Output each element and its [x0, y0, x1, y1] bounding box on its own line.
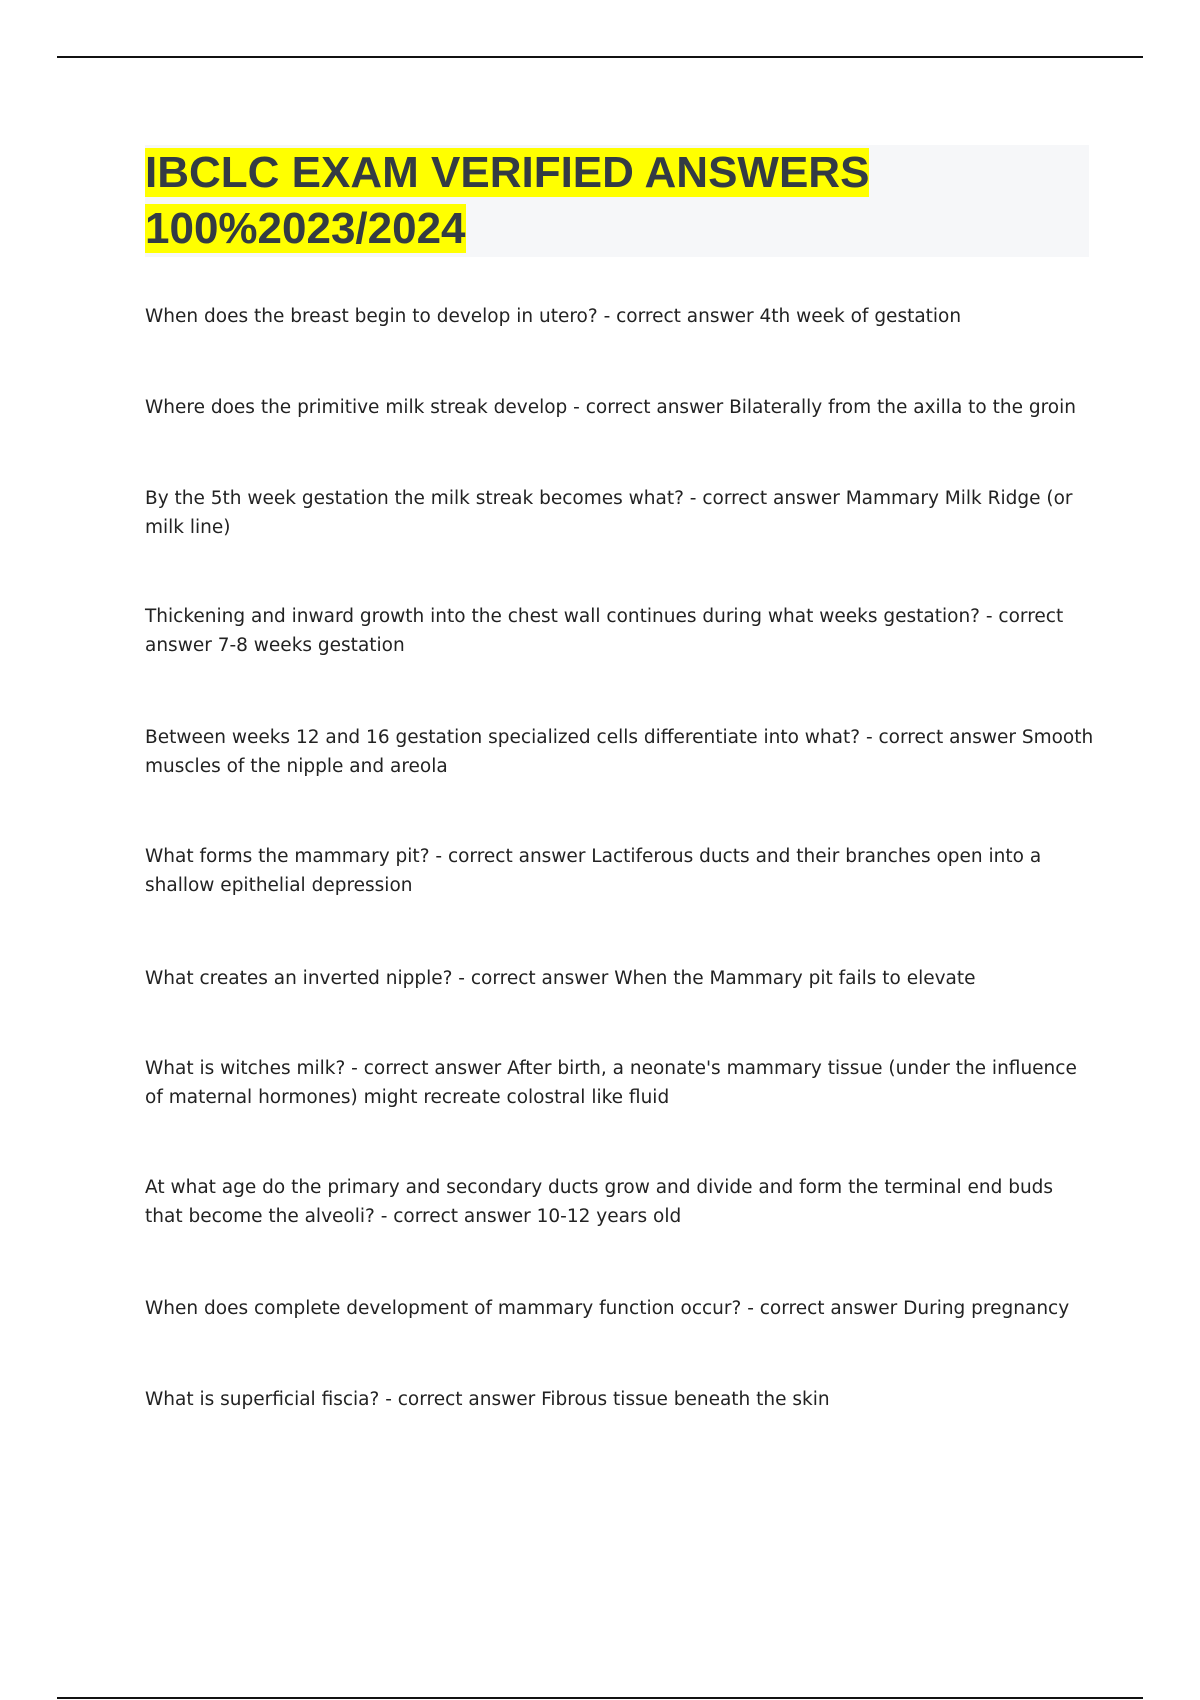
- qa-item: When does complete development of mammary function occur? - correct answer During pregnancy: [145, 1298, 1070, 1319]
- document-title: [145, 145, 1089, 257]
- qa-item: Between weeks 12 and 16 gestation specialized cells differentiate into what? - correct answer Smooth muscles of the nipple and areola: [145, 727, 1094, 777]
- top-rule: [57, 56, 1143, 58]
- title-line-2: 100%2023/2024: [145, 204, 466, 253]
- title-line-1: IBCLC EXAM VERIFIED ANSWERS: [145, 148, 870, 197]
- qa-item: What forms the mammary pit? - correct answer Lactiferous ducts and their branches open into a shallow epithelial depression: [145, 846, 1042, 896]
- qa-item: Thickening and inward growth into the chest wall continues during what weeks gestation? - correct answer 7-8 weeks gestation: [145, 606, 1064, 656]
- qa-item: When does the breast begin to develop in utero? - correct answer 4th week of gestation: [145, 306, 962, 327]
- qa-item: By the 5th week gestation the milk streak becomes what? - correct answer Mammary Milk Ridge (or milk line): [145, 488, 1073, 538]
- qa-item: Where does the primitive milk streak develop - correct answer Bilaterally from the axilla to the groin: [145, 397, 1076, 418]
- title-block: [145, 145, 1089, 257]
- qa-item: What is superficial fiscia? - correct answer Fibrous tissue beneath the skin: [145, 1389, 830, 1410]
- qa-item: What is witches milk? - correct answer After birth, a neonate's mammary tissue (under the influence of maternal hormones) might recreate colostral like fluid: [145, 1058, 1077, 1108]
- qa-item: At what age do the primary and secondary ducts grow and divide and form the terminal end buds that become the alveoli? - correct answer 10-12 years old: [145, 1177, 1054, 1227]
- bottom-rule: [57, 1697, 1143, 1699]
- qa-item: What creates an inverted nipple? - correct answer When the Mammary pit fails to elevate: [145, 968, 976, 989]
